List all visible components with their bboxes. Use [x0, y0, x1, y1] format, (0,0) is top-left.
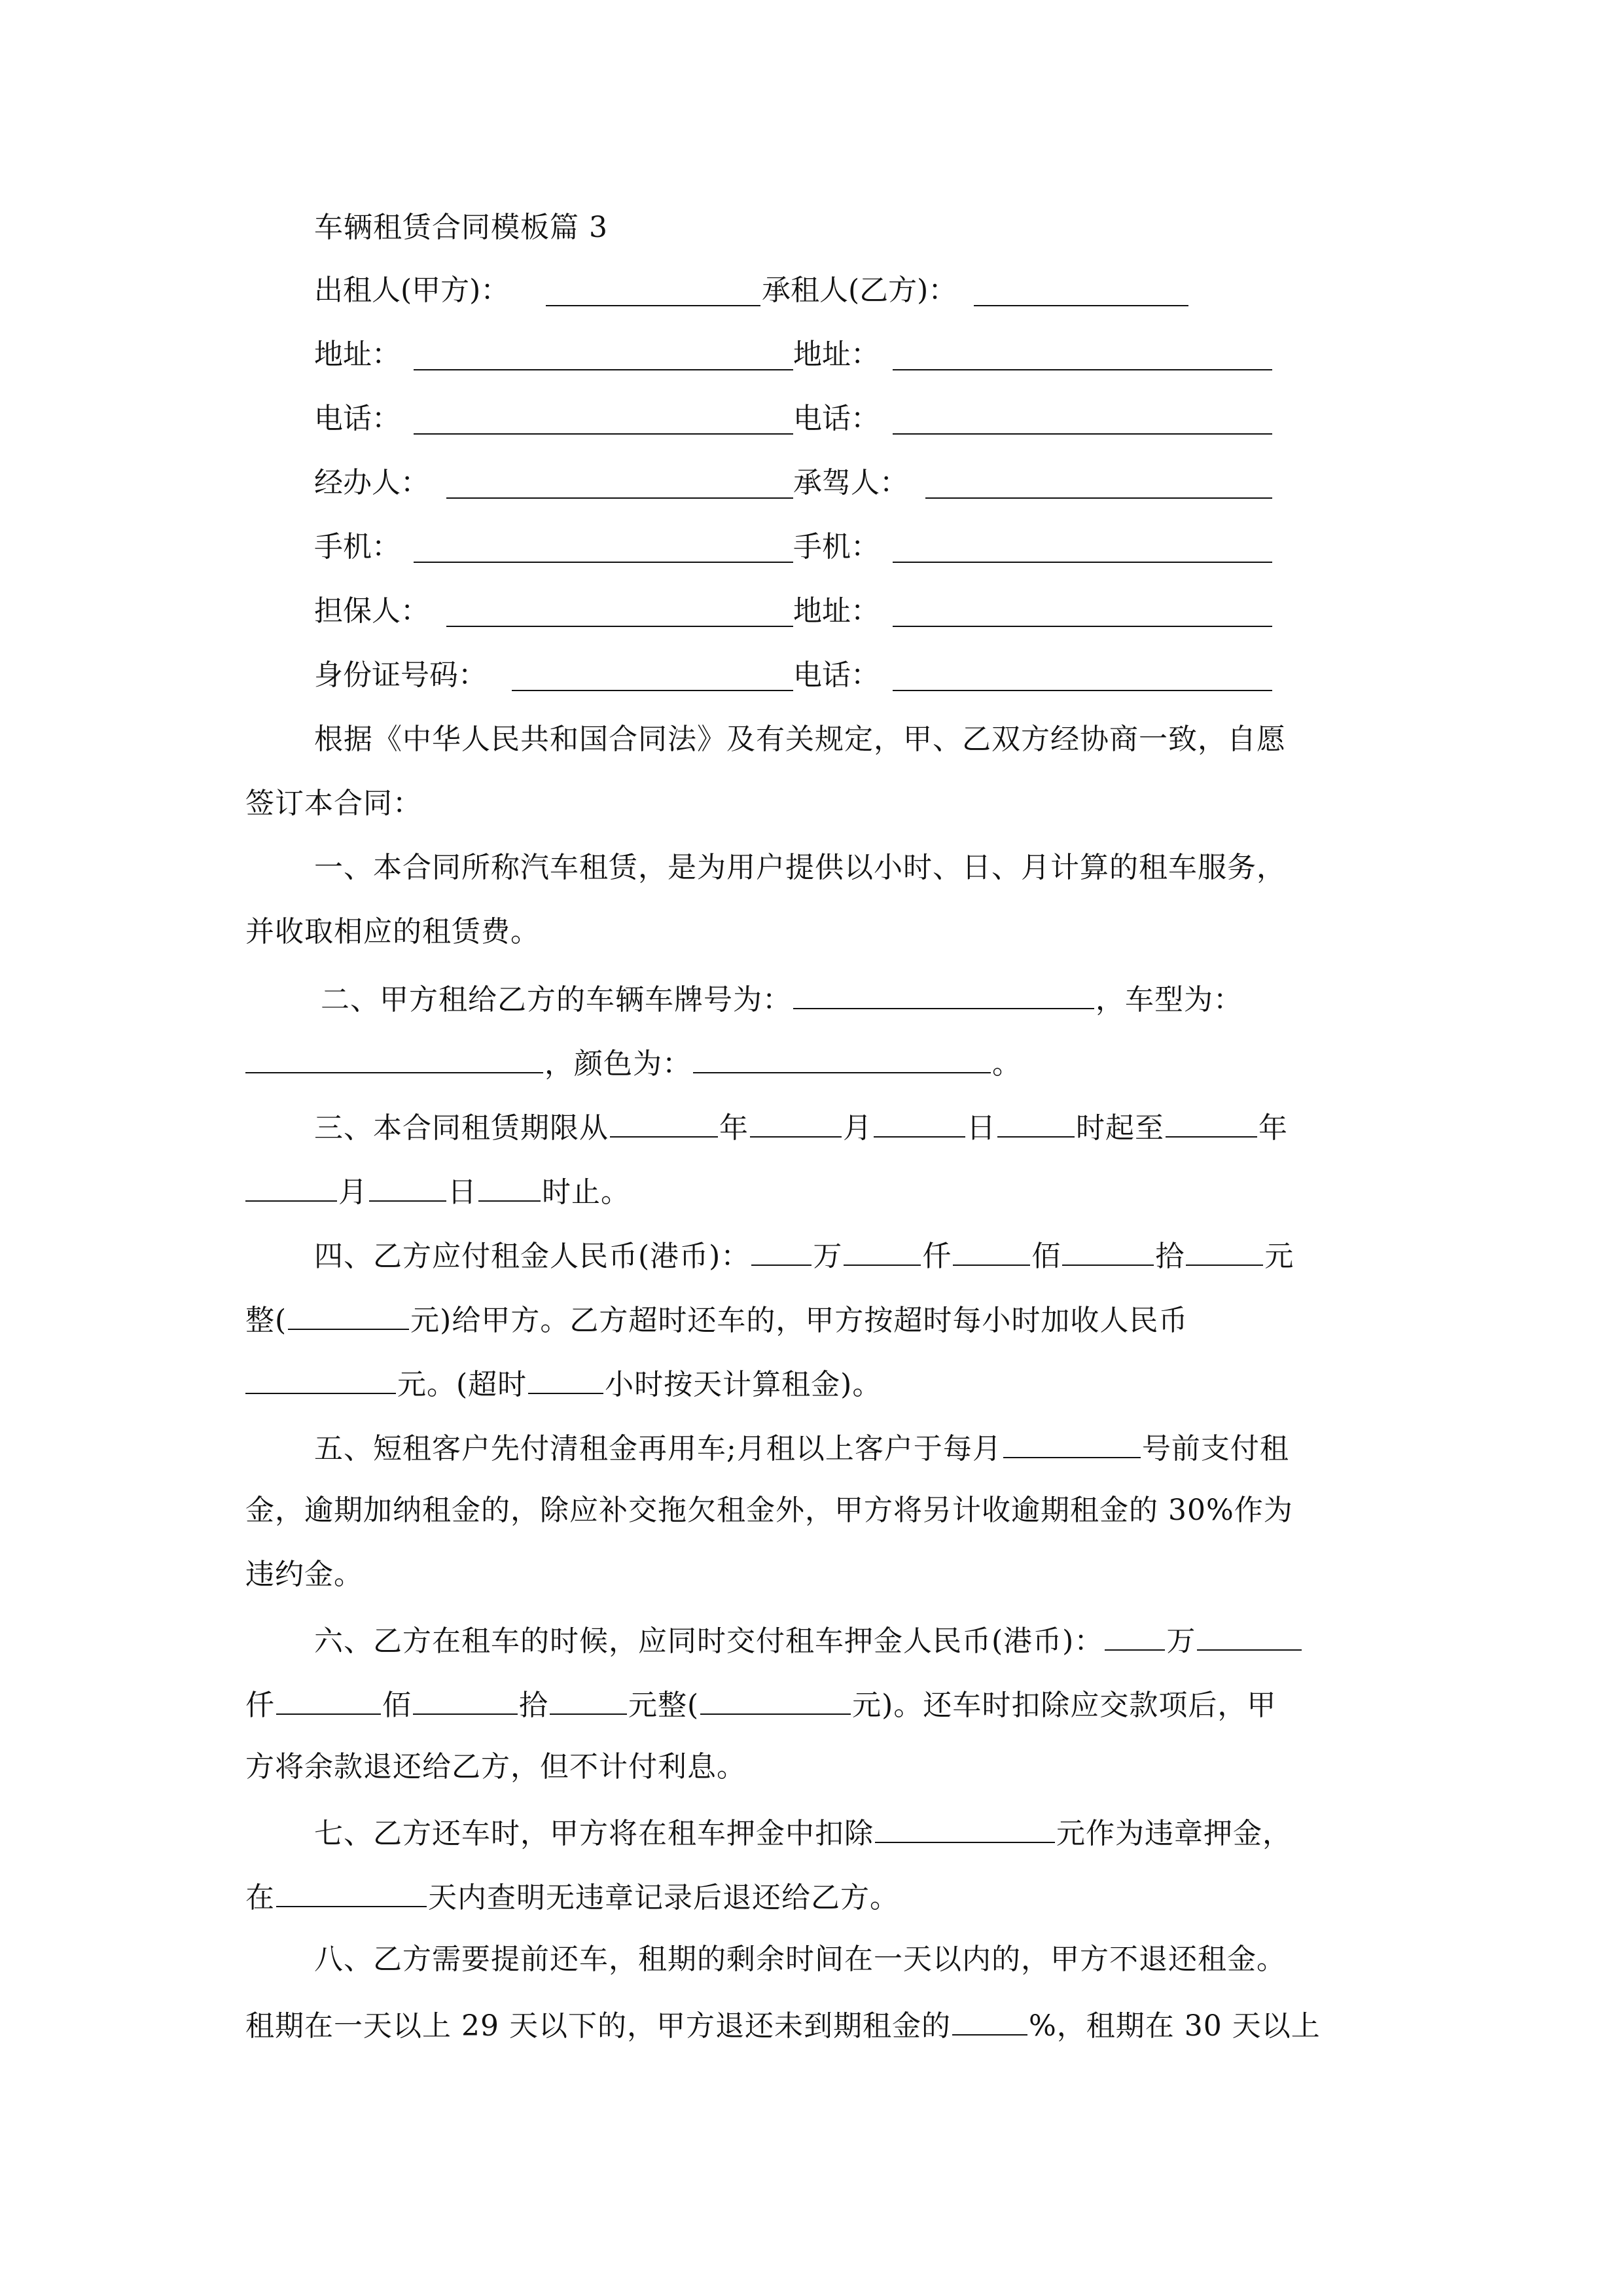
- deposit-qian-blank[interactable]: [1197, 1619, 1302, 1651]
- clause-2-text-b: ，车型为：: [1096, 983, 1243, 1016]
- end-hour-blank[interactable]: [478, 1170, 541, 1202]
- clause-7-text: 在: [245, 1881, 275, 1914]
- clause-4-text: 四、乙方应付租金人民币(港币)：: [314, 1240, 751, 1273]
- clause-6-text: 元)。还车时扣除应交款项后，甲: [852, 1689, 1277, 1722]
- clause-2-line-2: [245, 1042, 1381, 1084]
- refund-percent-blank[interactable]: [952, 2004, 1027, 2036]
- overtime-rate-blank[interactable]: [245, 1363, 396, 1394]
- qian-label: 仟: [922, 1240, 952, 1273]
- start-hour-blank[interactable]: [997, 1106, 1075, 1138]
- document-title: 车辆租赁合同模板篇 3: [314, 211, 608, 244]
- clause-6-line-1: [314, 1619, 1450, 1661]
- deposit-shi-blank[interactable]: [413, 1683, 518, 1715]
- end-day-blank[interactable]: [369, 1170, 446, 1202]
- field-blank-right[interactable]: [893, 335, 1272, 370]
- field-label-right: 电话：: [793, 658, 880, 692]
- preamble-line-1: 根据《中华人民共和国合同法》及有关规定，甲、乙双方经协商一致，自愿: [314, 723, 1286, 756]
- day-label: 日: [967, 1111, 996, 1145]
- clause-5-line-3: 违约金。: [245, 1558, 363, 1591]
- year-label: 年: [719, 1111, 749, 1145]
- deposit-wan-blank[interactable]: [1105, 1619, 1165, 1651]
- clause-7-text: 七、乙方还车时，甲方将在租车押金中扣除: [314, 1817, 874, 1850]
- clause-6-text: 六、乙方在租车的时候，应同时交付租车押金人民币(港币)：: [314, 1624, 1104, 1658]
- field-label-right: 地址：: [793, 338, 880, 371]
- clause-4-line-2: [245, 1299, 1381, 1340]
- rent-shi-blank[interactable]: [1062, 1234, 1154, 1266]
- hour-from-label: 时起至: [1076, 1111, 1164, 1145]
- field-label-right: 地址：: [793, 594, 880, 628]
- field-blank-left[interactable]: [512, 656, 793, 691]
- violation-check-days-blank[interactable]: [276, 1876, 427, 1907]
- clause-7-text: 天内查明无违章记录后退还给乙方。: [428, 1881, 899, 1914]
- deposit-yuan-blank[interactable]: [550, 1683, 627, 1715]
- lessor-blank[interactable]: [546, 271, 760, 306]
- field-label-left: 手机：: [314, 530, 401, 564]
- lessee-blank[interactable]: [974, 271, 1188, 306]
- hour-to-label: 时止。: [542, 1175, 630, 1209]
- field-label-right: 手机：: [793, 530, 880, 564]
- field-blank-right[interactable]: [893, 528, 1272, 563]
- field-blank-right[interactable]: [893, 656, 1272, 691]
- start-month-blank[interactable]: [750, 1106, 842, 1138]
- field-label-left: 经办人：: [314, 466, 429, 499]
- field-blank-left[interactable]: [414, 335, 793, 370]
- rent-yuan-blank[interactable]: [1186, 1234, 1263, 1266]
- clause-5-text: 号前支付租: [1141, 1432, 1289, 1465]
- month-label: 月: [843, 1111, 872, 1145]
- clause-4-text: 整(: [245, 1304, 287, 1337]
- clause-7-line-1: [314, 1812, 1450, 1854]
- field-label-left: 电话：: [314, 402, 401, 435]
- field-blank-right[interactable]: [925, 463, 1272, 499]
- wan-label: 万: [813, 1240, 843, 1273]
- clause-7-line-2: [245, 1876, 1381, 1918]
- qian-label: 仟: [245, 1689, 275, 1722]
- clause-2-line-1: [321, 978, 1456, 1020]
- year-label: 年: [1258, 1111, 1288, 1145]
- color-blank[interactable]: [693, 1042, 991, 1073]
- clause-2-text-c: ，颜色为：: [544, 1047, 692, 1081]
- plate-number-blank[interactable]: [793, 978, 1094, 1009]
- clause-5-line-1: [314, 1427, 1450, 1469]
- field-label-left: 身份证号码：: [314, 658, 487, 692]
- rent-total-blank[interactable]: [288, 1299, 409, 1330]
- bai-label: 佰: [382, 1689, 412, 1722]
- rent-bai-blank[interactable]: [953, 1234, 1030, 1266]
- clause-7-text: 元作为违章押金，: [1056, 1817, 1292, 1850]
- clause-2-text-d: 。: [992, 1047, 1022, 1081]
- clause-5-text: 五、短租客户先付清租金再用车;月租以上客户于每月: [314, 1432, 1002, 1465]
- end-month-blank[interactable]: [245, 1170, 337, 1202]
- month-label: 月: [338, 1175, 368, 1209]
- shi-label: 拾: [1155, 1240, 1185, 1273]
- rent-qian-blank[interactable]: [844, 1234, 921, 1266]
- car-model-blank[interactable]: [245, 1042, 543, 1073]
- field-blank-left[interactable]: [414, 399, 793, 435]
- rent-wan-blank[interactable]: [751, 1234, 812, 1266]
- clause-3-line-2: [245, 1170, 1381, 1212]
- field-label-right: 电话：: [793, 402, 880, 435]
- clause-4-text: 元。(超时: [397, 1368, 527, 1401]
- yuan-label: 元: [1264, 1240, 1294, 1273]
- clause-6-line-2: [245, 1683, 1381, 1725]
- bai-label: 佰: [1031, 1240, 1061, 1273]
- shi-label: 拾: [519, 1689, 548, 1722]
- clause-2-text-a: 二、甲方租给乙方的车辆车牌号为：: [321, 983, 792, 1016]
- clause-8-text: 租期在一天以上 29 天以下的，甲方退还未到期租金的: [245, 2009, 951, 2043]
- clause-8-line-1: 八、乙方需要提前还车，租期的剩余时间在一天以内的，甲方不退还租金。: [314, 1943, 1286, 1976]
- clause-5-line-2: 金，逾期加纳租金的，除应补交拖欠租金外，甲方将另计收逾期租金的 30%作为: [245, 1494, 1293, 1527]
- clause-1-line-1: 一、本合同所称汽车租赁，是为用户提供以小时、日、月计算的租车服务，: [314, 851, 1286, 884]
- clause-3-text: 三、本合同租赁期限从: [314, 1111, 609, 1145]
- clause-4-text: 小时按天计算租金)。: [605, 1368, 882, 1401]
- violation-deposit-blank[interactable]: [875, 1812, 1055, 1843]
- field-blank-left[interactable]: [446, 463, 793, 499]
- payment-day-blank[interactable]: [1003, 1427, 1141, 1458]
- clause-4-line-3: [245, 1363, 1381, 1405]
- field-label-left: 担保人：: [314, 594, 429, 628]
- clause-8-line-2: [245, 2004, 1381, 2046]
- overtime-hours-blank[interactable]: [528, 1363, 603, 1394]
- clause-4-text: 元)给甲方。乙方超时还车的，甲方按超时每小时加收人民币: [410, 1304, 1188, 1337]
- start-day-blank[interactable]: [874, 1106, 965, 1138]
- yuan-zheng-label: 元整(: [628, 1689, 700, 1722]
- clause-3-line-1: [314, 1106, 1450, 1148]
- deposit-total-blank[interactable]: [700, 1683, 851, 1715]
- field-blank-left[interactable]: [414, 528, 793, 563]
- end-year-blank[interactable]: [1166, 1106, 1257, 1138]
- field-blank-right[interactable]: [893, 592, 1272, 627]
- clause-6-line-3: 方将余款退还给乙方，但不计付利息。: [245, 1750, 746, 1784]
- field-label-left: 地址：: [314, 338, 401, 371]
- field-label-right: 承驾人：: [793, 466, 908, 499]
- lessee-label: 承租人(乙方)：: [762, 274, 957, 307]
- clause-4-line-1: [314, 1234, 1450, 1276]
- clause-8-text: %，租期在 30 天以上: [1028, 2009, 1321, 2043]
- start-year-blank[interactable]: [610, 1106, 718, 1138]
- preamble-line-2: 签订本合同：: [245, 787, 422, 820]
- lessor-label: 出租人(甲方)：: [314, 274, 510, 307]
- field-blank-left[interactable]: [446, 592, 793, 627]
- day-label: 日: [448, 1175, 477, 1209]
- deposit-bai-blank[interactable]: [276, 1683, 381, 1715]
- clause-1-line-2: 并收取相应的租赁费。: [245, 915, 540, 948]
- field-blank-right[interactable]: [893, 399, 1272, 435]
- wan-label: 万: [1166, 1624, 1196, 1658]
